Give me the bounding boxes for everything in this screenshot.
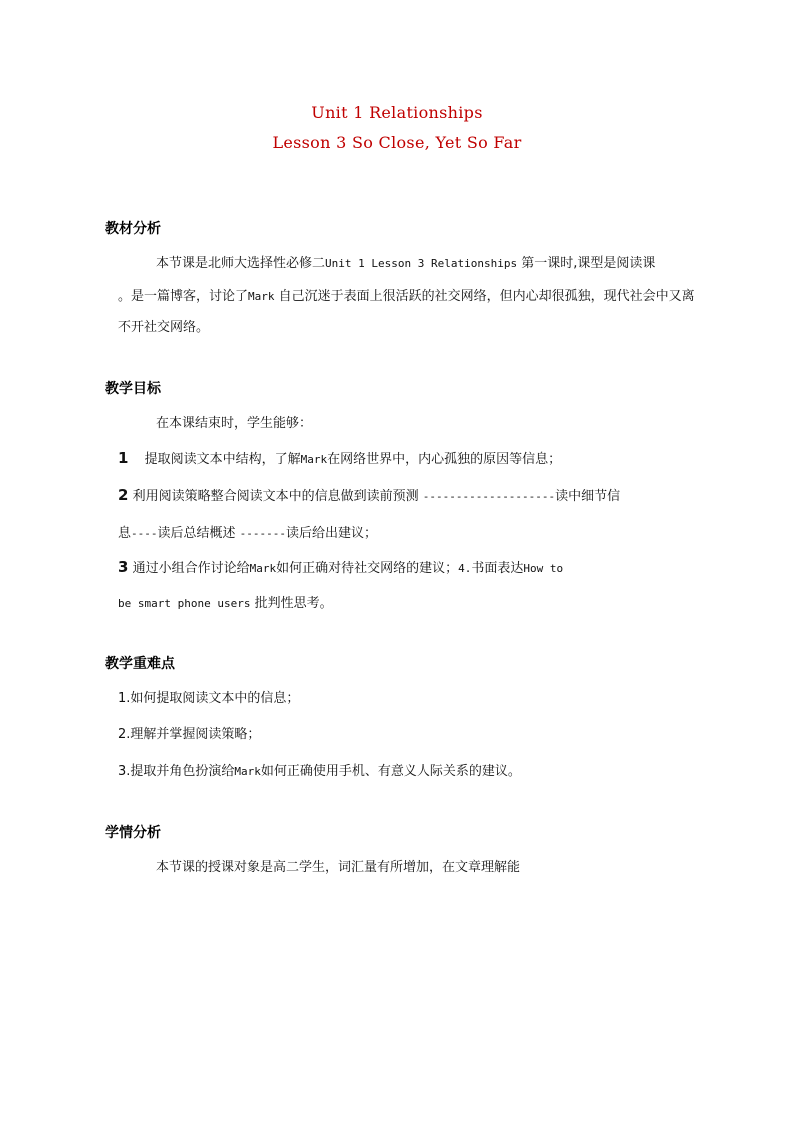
goal-dash-line: ------- [239,527,287,540]
learners-paragraph: 本节课的授课对象是高二学生，词汇量有所增加，在文章理解能 [156,860,521,875]
goal-text: 提取阅读文本中结构，了解 [144,452,301,467]
key-points-heading: 教学重难点 [105,656,175,672]
analysis-text: 本节课是北师大选择性必修二 [156,256,326,271]
key-point-item-3 [118,760,521,779]
goal-text: 如何正确对待社交网络的建议； [276,561,459,576]
goal-mark: Mark [249,562,277,575]
analysis-text: 。是一篇博客，讨论了 [118,289,249,304]
goal-dash-line: -------------------- [422,490,556,503]
goal-item-1 [118,448,561,467]
goal-text: 批判性思考。 [250,596,333,611]
goal-text: 息 [118,526,132,541]
goal-number: 1 [118,449,129,467]
goal-text: 通过小组合作讨论给 [132,561,250,576]
analysis-text: 第一课时,课型是阅读课 [517,256,656,271]
analysis-text: 自己沉迷于表面上很活跃的社交网络，但内心却很孤独，现代社会中又离 [274,289,695,304]
goal-text: 读中细节信 [555,489,621,504]
goal-number-4: 4. [458,562,472,575]
goal-text: 在网络世界中，内心孤独的原因等信息； [327,452,562,467]
goal-text: 读后总结概述 [157,526,240,541]
goal-number: 3 [118,558,129,576]
goals-intro: 在本课结束时，学生能够： [156,416,313,431]
goal-essay-title: be smart phone users [118,597,251,610]
key-point-text: 3.提取并角色扮演给 [118,764,235,779]
analysis-paragraph-line-3: 不开社交网络。 [118,320,210,335]
goal-item-2-continued [118,522,377,541]
key-point-text: 如何正确使用手机、有意义人际关系的建议。 [260,764,521,779]
goal-item-2 [118,485,620,504]
key-point-item-2: 2.理解并掌握阅读策略； [118,727,261,742]
goal-text: 利用阅读策略整合阅读文本中的信息做到读前预测 [132,489,423,504]
goal-item-3-continued [118,592,333,611]
goal-mark: Mark [300,453,328,466]
unit-title: Unit 1 Relationships [311,103,483,122]
goal-item-3 [118,557,563,576]
goal-dash-line: ---- [131,527,158,540]
analysis-paragraph-line-1 [156,252,655,271]
goal-essay-title: How to [523,562,564,575]
goal-text: 读后给出建议； [286,526,378,541]
key-point-item-1: 1.如何提取阅读文本中的信息； [118,691,300,706]
analysis-mark: Mark [248,290,275,303]
goal-text: 书面表达 [471,561,524,576]
analysis-paragraph-line-2 [118,285,695,304]
goal-number: 2 [118,486,129,504]
lesson-title: Lesson 3 So Close, Yet So Far [272,133,522,152]
learners-heading: 学情分析 [105,825,161,841]
analysis-heading: 教材分析 [105,221,161,237]
analysis-lesson-code: Unit 1 Lesson 3 Relationships [325,257,518,270]
goals-heading: 教学目标 [105,381,161,397]
key-point-mark: Mark [234,765,261,778]
